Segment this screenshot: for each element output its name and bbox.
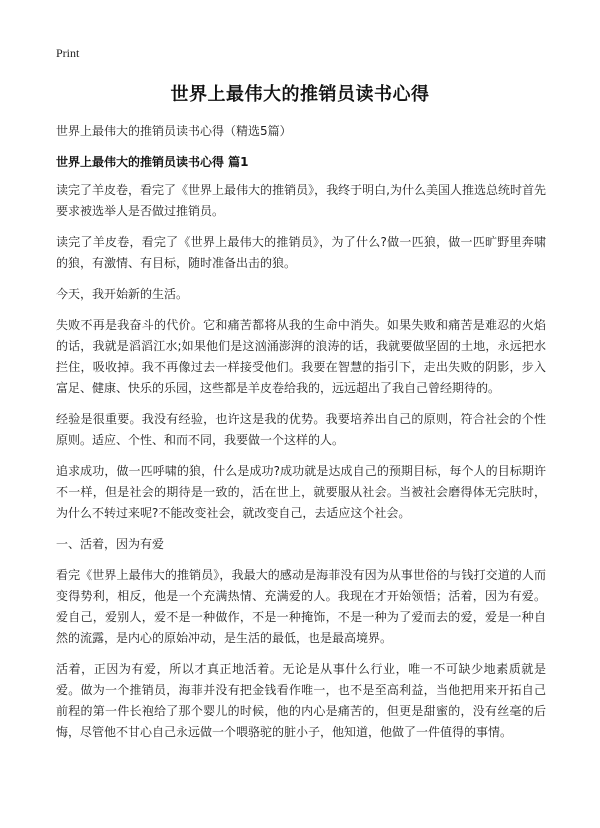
paragraph: 追求成功，做一匹呼啸的狼，什么是成功?成功就是达成自己的预期目标，每个人的目标期许不一样，但是社会的期待是一致的，活在世上，就要服从社会。当被社会磨得体无完肤时，为什么不转过来呢?不能改变社会，就改变自己，去适应这个社会。 — [56, 464, 546, 520]
paragraph: 读完了羊皮卷，看完了《世界上最伟大的推销员》，为了什么?做一匹狼，做一匹旷野里奔啸的狼，有激情、有目标，随时准备出击的狼。 — [56, 235, 546, 270]
paragraph: 今天，我开始新的生活。 — [56, 287, 189, 301]
print-link[interactable]: Print — [56, 46, 80, 60]
subsection-heading: 一、活着，因为有爱 — [56, 537, 165, 551]
page-title: 世界上最伟大的推销员读书心得 — [170, 84, 430, 105]
document-subtitle: 世界上最伟大的推销员读书心得（精选5篇） — [56, 124, 292, 138]
section-heading: 世界上最伟大的推销员读书心得 篇1 — [56, 155, 249, 169]
document-body — [56, 180, 546, 753]
paragraph: 读完了羊皮卷，看完了《世界上最伟大的推销员》，我终于明白,为什么美国人推选总统时首先要求被选举人是否做过推销员。 — [56, 183, 546, 218]
paragraph: 看完《世界上最伟大的推销员》，我最大的感动是海菲没有因为从事世俗的与钱打交道的人而变得势利，相反，他是一个充满热情、充满爱的人。我现在才开始领悟；活着，因为有爱。爱自己，爱别人，爱不是一种做作，不是一种掩饰，不是一种为了爱而去的爱，爱是一种自然的流露，是内心的原始冲动，是生活的最低，也是最高境界。 — [56, 568, 546, 645]
paragraph: 活着，正因为有爱，所以才真正地活着。无论是从事什么行业，唯一不可缺少地素质就是爱。做为一个推销员，海菲并没有把金钱看作唯一，也不是至高利益，当他把用来开拓自己前程的第一件长袍给了那个婴儿的时候，他的内心是痛苦的，但更是甜蜜的，没有丝毫的后悔，尽管他不甘心自己永远做一个喂骆驼的脏小子，他知道，他做了一件值得的事情。 — [56, 662, 546, 739]
paragraph: 失败不再是我奋斗的代价。它和痛苦都将从我的生命中消失。如果失败和痛苦是难忍的火焰的话，我就是滔滔江水;如果他们是这汹涌澎湃的浪涛的话，我就要做坚固的土地，永远把水拦住，吸收掉。我不再像过去一样接受他们。我要在智慧的指引下，走出失败的阴影，步入富足、健康、快乐的乐园，这些都是羊皮卷给我的，远远超出了我自己曾经期待的。 — [56, 318, 546, 395]
paragraph: 经验是很重要。我没有经验，也许这是我的优势。我要培养出自己的原则，符合社会的个性原则。适应、个性、和而不同，我要做一个这样的人。 — [56, 412, 546, 447]
